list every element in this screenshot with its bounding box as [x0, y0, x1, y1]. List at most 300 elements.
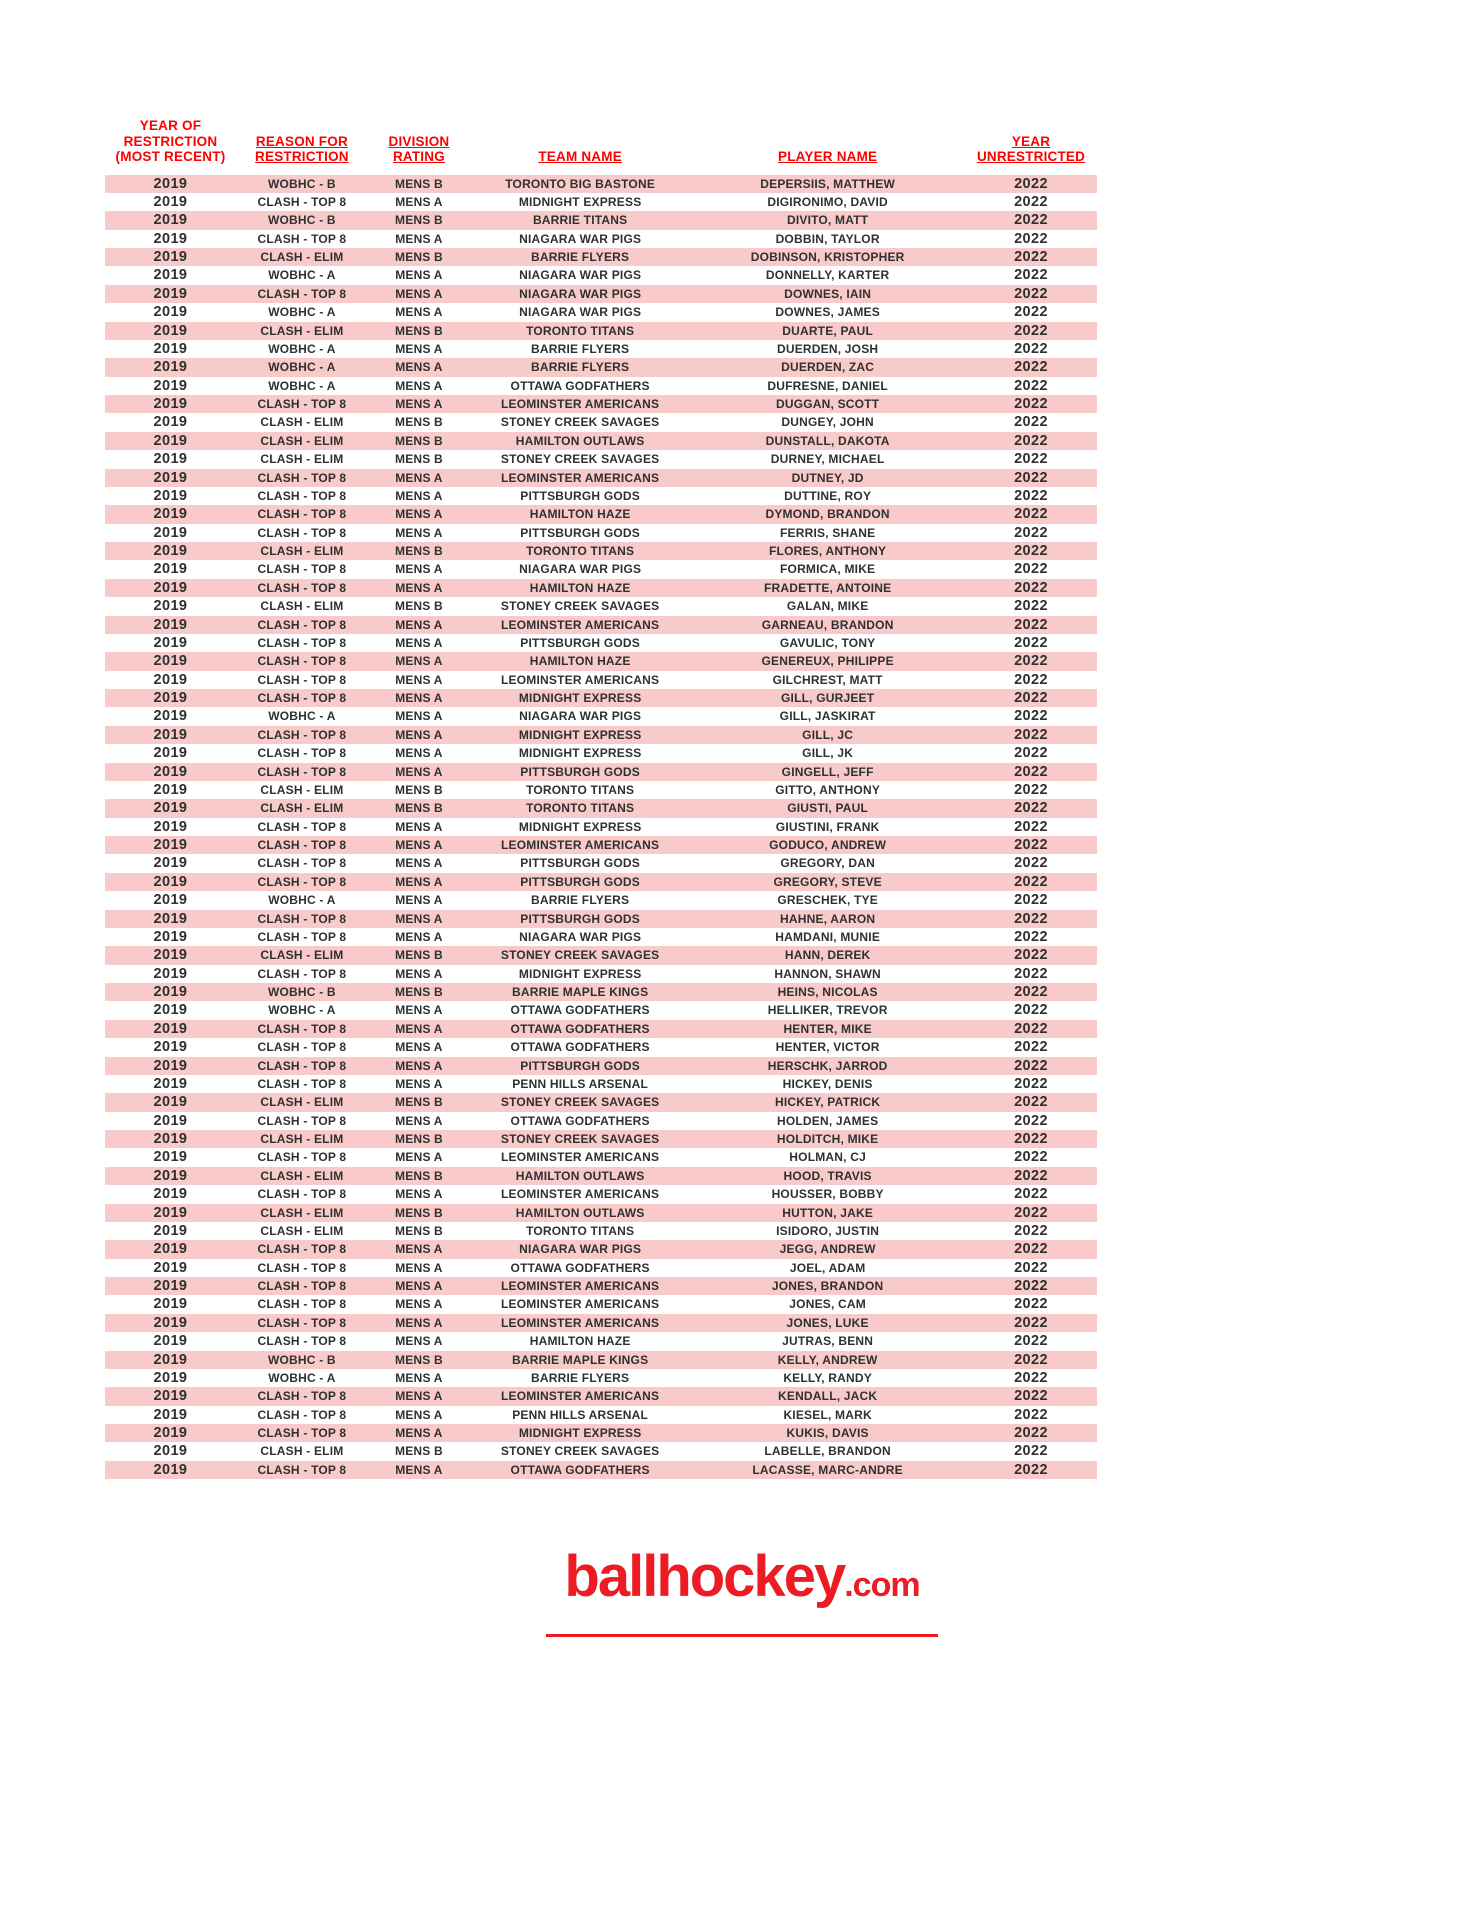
cell-player-name: DEPERSIIS, MATTHEW — [760, 176, 895, 191]
cell-year-unrestricted: 2022 — [1014, 469, 1048, 486]
table-row — [105, 1185, 1097, 1203]
cell-player-name: GILCHREST, MATT — [772, 672, 883, 687]
cell-year-unrestricted: 2022 — [1014, 1406, 1048, 1423]
table-row — [105, 1093, 1097, 1111]
cell-team-name: BARRIE MAPLE KINGS — [512, 985, 649, 999]
cell-reason: WOBHC - A — [268, 1370, 336, 1385]
cell-year-unrestricted: 2022 — [1014, 1241, 1048, 1258]
cell-year-unrestricted: 2022 — [1014, 892, 1048, 909]
cell-year-unrestricted: 2022 — [1014, 1112, 1048, 1129]
cell-team-name: NIAGARA WAR PIGS — [519, 562, 642, 577]
cell-player-name: DOWNES, JAMES — [775, 305, 880, 320]
cell-reason: CLASH - ELIM — [260, 782, 344, 797]
cell-team-name: TORONTO TITANS — [526, 782, 635, 797]
table-row — [105, 1424, 1097, 1442]
cell-team-name: LEOMINSTER AMERICANS — [501, 397, 660, 411]
cell-reason: WOBHC - A — [268, 709, 336, 724]
cell-division: MENS A — [395, 709, 443, 724]
cell-reason: CLASH - TOP 8 — [257, 1260, 347, 1275]
cell-reason: CLASH - ELIM — [260, 1132, 344, 1146]
cell-year-restriction: 2019 — [153, 726, 188, 743]
cell-year-unrestricted: 2022 — [1014, 726, 1048, 743]
cell-team-name: PITTSBURGH GODS — [520, 488, 640, 503]
cell-division: MENS B — [395, 948, 443, 963]
table-row — [105, 854, 1097, 872]
cell-year-unrestricted: 2022 — [1014, 322, 1048, 339]
cell-team-name: MIDNIGHT EXPRESS — [518, 819, 642, 834]
table-row — [105, 1332, 1097, 1350]
cell-player-name: GITTO, ANTHONY — [775, 782, 881, 797]
cell-reason: CLASH - TOP 8 — [257, 1389, 347, 1404]
cell-division: MENS A — [395, 1462, 443, 1477]
cell-year-restriction: 2019 — [153, 1388, 188, 1405]
cell-year-restriction: 2019 — [153, 1314, 188, 1331]
table-row — [105, 781, 1097, 799]
cell-division: MENS A — [395, 525, 443, 540]
cell-division: MENS A — [395, 617, 443, 632]
table-row — [105, 450, 1097, 468]
cell-team-name: TORONTO TITANS — [526, 1223, 635, 1238]
cell-team-name: PENN HILLS ARSENAL — [512, 1076, 649, 1091]
cell-team-name: LEOMINSTER AMERICANS — [501, 1315, 660, 1330]
cell-division: MENS A — [395, 1040, 443, 1055]
cell-team-name: OTTAWA GODFATHERS — [510, 378, 650, 393]
cell-division: MENS B — [395, 1132, 443, 1146]
table-row — [105, 726, 1097, 744]
table-row — [105, 175, 1097, 193]
cell-year-unrestricted: 2022 — [1014, 837, 1048, 853]
cell-year-restriction: 2019 — [153, 947, 188, 964]
cell-reason: CLASH - TOP 8 — [257, 929, 347, 944]
cell-player-name: DOWNES, IAIN — [784, 286, 872, 301]
cell-division: MENS A — [395, 268, 443, 283]
cell-year-unrestricted: 2022 — [1014, 781, 1048, 798]
column-header-line: TEAM NAME — [538, 149, 622, 164]
column-header — [105, 118, 236, 175]
cell-team-name: OTTAWA GODFATHERS — [510, 1003, 650, 1018]
cell-division: MENS B — [395, 1168, 443, 1183]
cell-player-name: GREGORY, STEVE — [773, 874, 882, 889]
table-row — [105, 579, 1097, 597]
logo-text: ballhockey — [564, 1544, 845, 1609]
cell-player-name: JEGG, ANDREW — [779, 1242, 876, 1257]
cell-division: MENS B — [395, 213, 443, 228]
cell-year-unrestricted: 2022 — [1014, 543, 1048, 559]
cell-year-unrestricted: 2022 — [1014, 984, 1048, 1000]
cell-year-unrestricted: 2022 — [1014, 230, 1048, 247]
table-row — [105, 1277, 1097, 1295]
column-header-line: PLAYER NAME — [778, 149, 878, 164]
cell-year-restriction: 2019 — [153, 1039, 188, 1056]
cell-reason: WOBHC - A — [268, 1003, 336, 1018]
table-row — [105, 542, 1097, 560]
cell-year-restriction: 2019 — [153, 285, 188, 302]
cell-player-name: DYMOND, BRANDON — [765, 507, 890, 522]
cell-reason: CLASH - TOP 8 — [257, 525, 347, 540]
cell-reason: CLASH - TOP 8 — [257, 1315, 347, 1330]
cell-team-name: PITTSBURGH GODS — [520, 874, 640, 889]
cell-year-restriction: 2019 — [153, 1094, 188, 1111]
cell-team-name: MIDNIGHT EXPRESS — [518, 966, 642, 981]
cell-player-name: JONES, LUKE — [786, 1315, 869, 1330]
cell-reason: CLASH - TOP 8 — [257, 1279, 347, 1293]
cell-year-restriction: 2019 — [153, 543, 188, 559]
column-header-line: RATING — [392, 149, 445, 164]
cell-team-name: PITTSBURGH GODS — [520, 856, 640, 871]
cell-reason: CLASH - ELIM — [260, 1205, 344, 1220]
cell-player-name: JONES, CAM — [789, 1297, 866, 1312]
cell-year-restriction: 2019 — [153, 873, 188, 890]
cell-year-restriction: 2019 — [153, 855, 188, 872]
table-row — [105, 946, 1097, 964]
cell-year-unrestricted: 2022 — [1014, 1278, 1048, 1294]
cell-year-unrestricted: 2022 — [1014, 708, 1048, 725]
cell-year-unrestricted: 2022 — [1014, 561, 1048, 578]
cell-reason: CLASH - TOP 8 — [257, 1058, 347, 1073]
cell-reason: CLASH - ELIM — [260, 250, 344, 264]
cell-year-restriction: 2019 — [153, 1222, 188, 1239]
cell-division: MENS B — [395, 323, 443, 338]
cell-team-name: HAMILTON OUTLAWS — [515, 433, 645, 448]
cell-reason: CLASH - TOP 8 — [257, 654, 347, 669]
cell-division: MENS A — [395, 1076, 443, 1091]
cell-reason: CLASH - TOP 8 — [257, 1462, 347, 1477]
cell-player-name: HICKEY, DENIS — [782, 1076, 873, 1091]
cell-reason: CLASH - TOP 8 — [257, 507, 347, 522]
table-row — [105, 340, 1097, 358]
cell-year-restriction: 2019 — [153, 451, 188, 468]
cell-year-restriction: 2019 — [153, 304, 188, 321]
cell-year-restriction: 2019 — [153, 1186, 188, 1203]
cell-year-restriction: 2019 — [153, 708, 188, 725]
cell-division: MENS A — [395, 1370, 443, 1385]
cell-reason: CLASH - TOP 8 — [257, 635, 347, 650]
table-row — [105, 1351, 1097, 1369]
cell-year-unrestricted: 2022 — [1014, 1369, 1048, 1386]
table-row — [105, 230, 1097, 248]
cell-year-unrestricted: 2022 — [1014, 212, 1048, 229]
cell-year-unrestricted: 2022 — [1014, 487, 1048, 504]
column-header — [965, 118, 1097, 175]
cell-division: MENS A — [395, 305, 443, 320]
table-row — [105, 891, 1097, 909]
cell-team-name: LEOMINSTER AMERICANS — [501, 1187, 660, 1202]
cell-division: MENS A — [395, 893, 443, 908]
cell-player-name: DOBBIN, TAYLOR — [775, 231, 880, 246]
cell-year-unrestricted: 2022 — [1014, 579, 1048, 596]
cell-division: MENS B — [395, 176, 443, 191]
cell-player-name: HERSCHK, JARROD — [767, 1058, 888, 1073]
table-row — [105, 873, 1097, 891]
cell-division: MENS A — [395, 580, 443, 595]
cell-year-restriction: 2019 — [153, 340, 188, 357]
cell-year-unrestricted: 2022 — [1014, 267, 1048, 284]
cell-year-restriction: 2019 — [153, 249, 188, 265]
table-row — [105, 1240, 1097, 1258]
column-header-line: UNRESTRICTED — [976, 149, 1086, 164]
cell-player-name: HOLDEN, JAMES — [777, 1113, 879, 1128]
table-row — [105, 1075, 1097, 1093]
cell-year-restriction: 2019 — [153, 1278, 188, 1294]
table-row — [105, 1038, 1097, 1056]
cell-team-name: NIAGARA WAR PIGS — [519, 268, 642, 283]
cell-player-name: FERRIS, SHANE — [780, 525, 876, 540]
table-row — [105, 524, 1097, 542]
cell-reason: WOBHC - A — [268, 268, 336, 283]
cell-team-name: STONEY CREEK SAVAGES — [500, 1095, 660, 1110]
cell-year-restriction: 2019 — [153, 1057, 188, 1074]
cell-player-name: KELLY, RANDY — [783, 1370, 872, 1385]
cell-division: MENS A — [395, 231, 443, 246]
cell-player-name: DUFRESNE, DANIEL — [767, 378, 888, 393]
cell-division: MENS A — [395, 1058, 443, 1073]
cell-year-unrestricted: 2022 — [1014, 1259, 1048, 1276]
cell-year-unrestricted: 2022 — [1014, 1388, 1048, 1405]
cell-year-restriction: 2019 — [153, 837, 188, 853]
table-row — [105, 1314, 1097, 1332]
cell-year-restriction: 2019 — [153, 1296, 188, 1313]
cell-year-unrestricted: 2022 — [1014, 304, 1048, 321]
cell-year-unrestricted: 2022 — [1014, 396, 1048, 412]
cell-division: MENS A — [395, 1187, 443, 1202]
cell-division: MENS A — [395, 1315, 443, 1330]
cell-year-restriction: 2019 — [153, 396, 188, 412]
table-row — [105, 799, 1097, 817]
table-row — [105, 1406, 1097, 1424]
column-header-line: RESTRICTION — [255, 149, 349, 164]
cell-team-name: OTTAWA GODFATHERS — [510, 1462, 650, 1477]
cell-year-restriction: 2019 — [153, 818, 188, 835]
cell-player-name: GODUCO, ANDREW — [769, 838, 887, 852]
cell-reason: CLASH - TOP 8 — [257, 488, 347, 503]
cell-division: MENS A — [395, 929, 443, 944]
cell-reason: CLASH - TOP 8 — [257, 1297, 347, 1312]
cell-year-unrestricted: 2022 — [1014, 1094, 1048, 1111]
cell-reason: CLASH - ELIM — [260, 433, 344, 448]
cell-team-name: MIDNIGHT EXPRESS — [518, 746, 642, 761]
cell-team-name: HAMILTON OUTLAWS — [515, 1168, 645, 1183]
cell-reason: WOBHC - A — [268, 378, 336, 393]
cell-reason: CLASH - TOP 8 — [257, 672, 347, 687]
cell-reason: CLASH - TOP 8 — [257, 1242, 347, 1257]
cell-team-name: STONEY CREEK SAVAGES — [500, 599, 660, 614]
cell-year-restriction: 2019 — [153, 193, 188, 210]
cell-year-unrestricted: 2022 — [1014, 1039, 1048, 1056]
cell-reason: CLASH - TOP 8 — [257, 1187, 347, 1202]
cell-player-name: HANNON, SHAWN — [774, 966, 881, 981]
cell-year-restriction: 2019 — [153, 928, 188, 945]
cell-reason: CLASH - TOP 8 — [257, 1334, 347, 1349]
cell-team-name: BARRIE FLYERS — [531, 1370, 630, 1385]
cell-team-name: PITTSBURGH GODS — [520, 764, 640, 779]
table-row — [105, 248, 1097, 266]
cell-player-name: HOLMAN, CJ — [789, 1150, 866, 1165]
cell-year-restriction: 2019 — [153, 267, 188, 284]
cell-division: MENS B — [395, 1205, 443, 1220]
cell-team-name: MIDNIGHT EXPRESS — [518, 691, 642, 705]
cell-year-restriction: 2019 — [153, 1333, 188, 1350]
cell-reason: CLASH - TOP 8 — [257, 617, 347, 632]
cell-year-unrestricted: 2022 — [1014, 634, 1048, 651]
cell-division: MENS B — [395, 452, 443, 467]
cell-reason: WOBHC - B — [268, 213, 336, 228]
cell-player-name: HAHNE, AARON — [779, 911, 876, 926]
column-header — [236, 118, 368, 175]
column-header — [470, 118, 690, 175]
table-row — [105, 432, 1097, 450]
cell-division: MENS B — [395, 1444, 443, 1459]
cell-year-restriction: 2019 — [153, 175, 188, 192]
cell-reason: WOBHC - B — [268, 1352, 336, 1367]
cell-reason: CLASH - ELIM — [260, 948, 344, 963]
cell-reason: CLASH - TOP 8 — [257, 764, 347, 779]
table-row — [105, 193, 1097, 211]
cell-year-restriction: 2019 — [153, 432, 188, 449]
cell-year-restriction: 2019 — [153, 1204, 188, 1221]
cell-team-name: PITTSBURGH GODS — [520, 911, 640, 926]
cell-division: MENS B — [395, 1223, 443, 1238]
table-row — [105, 1020, 1097, 1038]
table-row — [105, 836, 1097, 854]
table-row — [105, 560, 1097, 578]
cell-division: MENS A — [395, 1113, 443, 1128]
cell-year-restriction: 2019 — [153, 561, 188, 578]
footer — [0, 1544, 1484, 1637]
cell-year-restriction: 2019 — [153, 1002, 188, 1019]
cell-player-name: HENTER, MIKE — [783, 1021, 872, 1036]
cell-year-restriction: 2019 — [153, 1406, 188, 1423]
cell-team-name: LEOMINSTER AMERICANS — [501, 1150, 660, 1165]
logo-underline-rule — [546, 1634, 938, 1637]
cell-year-unrestricted: 2022 — [1014, 1075, 1048, 1092]
cell-year-restriction: 2019 — [153, 984, 188, 1000]
cell-year-unrestricted: 2022 — [1014, 249, 1048, 265]
cell-team-name: NIAGARA WAR PIGS — [519, 305, 642, 320]
cell-team-name: NIAGARA WAR PIGS — [519, 231, 642, 246]
cell-year-restriction: 2019 — [153, 1131, 188, 1147]
table-row — [105, 469, 1097, 487]
cell-reason: CLASH - ELIM — [260, 1095, 344, 1110]
cell-year-unrestricted: 2022 — [1014, 873, 1048, 890]
cell-division: MENS A — [395, 1260, 443, 1275]
cell-division: MENS A — [395, 378, 443, 393]
cell-year-restriction: 2019 — [153, 1461, 188, 1478]
cell-division: MENS A — [395, 360, 443, 375]
cell-team-name: PITTSBURGH GODS — [520, 1058, 640, 1073]
cell-team-name: PENN HILLS ARSENAL — [512, 1407, 649, 1422]
cell-reason: WOBHC - B — [268, 176, 336, 191]
cell-reason: WOBHC - A — [268, 360, 336, 375]
cell-division: MENS A — [395, 341, 443, 356]
cell-team-name: NIAGARA WAR PIGS — [519, 1242, 642, 1257]
table-row — [105, 266, 1097, 284]
table-row — [105, 1167, 1097, 1185]
cell-year-unrestricted: 2022 — [1014, 1333, 1048, 1350]
restricted-players-table-wrap — [105, 118, 1097, 1479]
cell-year-unrestricted: 2022 — [1014, 763, 1048, 780]
cell-year-restriction: 2019 — [153, 414, 188, 431]
cell-player-name: DUGGAN, SCOTT — [776, 397, 880, 411]
cell-team-name: BARRIE FLYERS — [531, 360, 630, 375]
cell-team-name: STONEY CREEK SAVAGES — [500, 452, 660, 467]
cell-reason: CLASH - ELIM — [260, 801, 344, 816]
cell-reason: CLASH - TOP 8 — [257, 819, 347, 834]
cell-year-unrestricted: 2022 — [1014, 745, 1048, 762]
cell-year-unrestricted: 2022 — [1014, 1222, 1048, 1239]
cell-division: MENS B — [395, 1095, 443, 1110]
ballhockey-logo — [0, 1544, 1484, 1609]
cell-division: MENS B — [395, 1352, 443, 1367]
cell-reason: CLASH - ELIM — [260, 323, 344, 338]
cell-player-name: KUKIS, DAVIS — [786, 1426, 869, 1440]
cell-year-restriction: 2019 — [153, 1443, 188, 1460]
cell-year-restriction: 2019 — [153, 469, 188, 486]
table-row — [105, 1461, 1097, 1479]
table-row — [105, 1204, 1097, 1222]
cell-player-name: FORMICA, MIKE — [780, 562, 876, 577]
cell-year-restriction: 2019 — [153, 1425, 188, 1441]
cell-reason: CLASH - ELIM — [260, 544, 344, 558]
cell-year-restriction: 2019 — [153, 1149, 188, 1166]
cell-year-unrestricted: 2022 — [1014, 1425, 1048, 1441]
table-row — [105, 413, 1097, 431]
cell-year-unrestricted: 2022 — [1014, 690, 1048, 706]
cell-division: MENS A — [395, 194, 443, 209]
table-row — [105, 285, 1097, 303]
cell-year-restriction: 2019 — [153, 910, 188, 927]
cell-player-name: GIUSTINI, FRANK — [775, 819, 880, 834]
table-row — [105, 1369, 1097, 1387]
cell-division: MENS A — [395, 691, 443, 705]
table-body — [105, 175, 1097, 1480]
cell-year-restriction: 2019 — [153, 1241, 188, 1258]
cell-year-restriction: 2019 — [153, 322, 188, 339]
column-header — [690, 118, 965, 175]
cell-reason: CLASH - ELIM — [260, 1168, 344, 1183]
cell-year-restriction: 2019 — [153, 487, 188, 504]
cell-division: MENS A — [395, 911, 443, 926]
cell-team-name: PITTSBURGH GODS — [520, 525, 640, 540]
cell-reason: WOBHC - A — [268, 305, 336, 320]
cell-team-name: LEOMINSTER AMERICANS — [501, 672, 660, 687]
column-header-line: YEAR — [1011, 133, 1051, 149]
cell-year-restriction: 2019 — [153, 1369, 188, 1386]
cell-division: MENS A — [395, 1279, 443, 1293]
cell-year-unrestricted: 2022 — [1014, 947, 1048, 964]
cell-team-name: BARRIE MAPLE KINGS — [512, 1352, 649, 1367]
cell-team-name: NIAGARA WAR PIGS — [519, 929, 642, 944]
cell-division: MENS B — [395, 433, 443, 448]
cell-player-name: HICKEY, PATRICK — [775, 1095, 881, 1110]
cell-division: MENS A — [395, 1334, 443, 1349]
cell-division: MENS A — [395, 1407, 443, 1422]
cell-year-restriction: 2019 — [153, 800, 188, 817]
table-row — [105, 505, 1097, 523]
cell-year-unrestricted: 2022 — [1014, 175, 1048, 192]
cell-team-name: BARRIE FLYERS — [531, 250, 630, 264]
cell-player-name: DONNELLY, KARTER — [765, 268, 890, 283]
cell-division: MENS A — [395, 838, 443, 852]
cell-year-unrestricted: 2022 — [1014, 671, 1048, 688]
cell-division: MENS A — [395, 562, 443, 577]
cell-year-restriction: 2019 — [153, 616, 188, 633]
cell-player-name: DUNSTALL, DAKOTA — [765, 433, 890, 448]
cell-year-restriction: 2019 — [153, 892, 188, 909]
table-row — [105, 322, 1097, 340]
cell-player-name: GRESCHEK, TYE — [777, 893, 878, 908]
cell-year-unrestricted: 2022 — [1014, 965, 1048, 982]
cell-reason: CLASH - TOP 8 — [257, 746, 347, 761]
